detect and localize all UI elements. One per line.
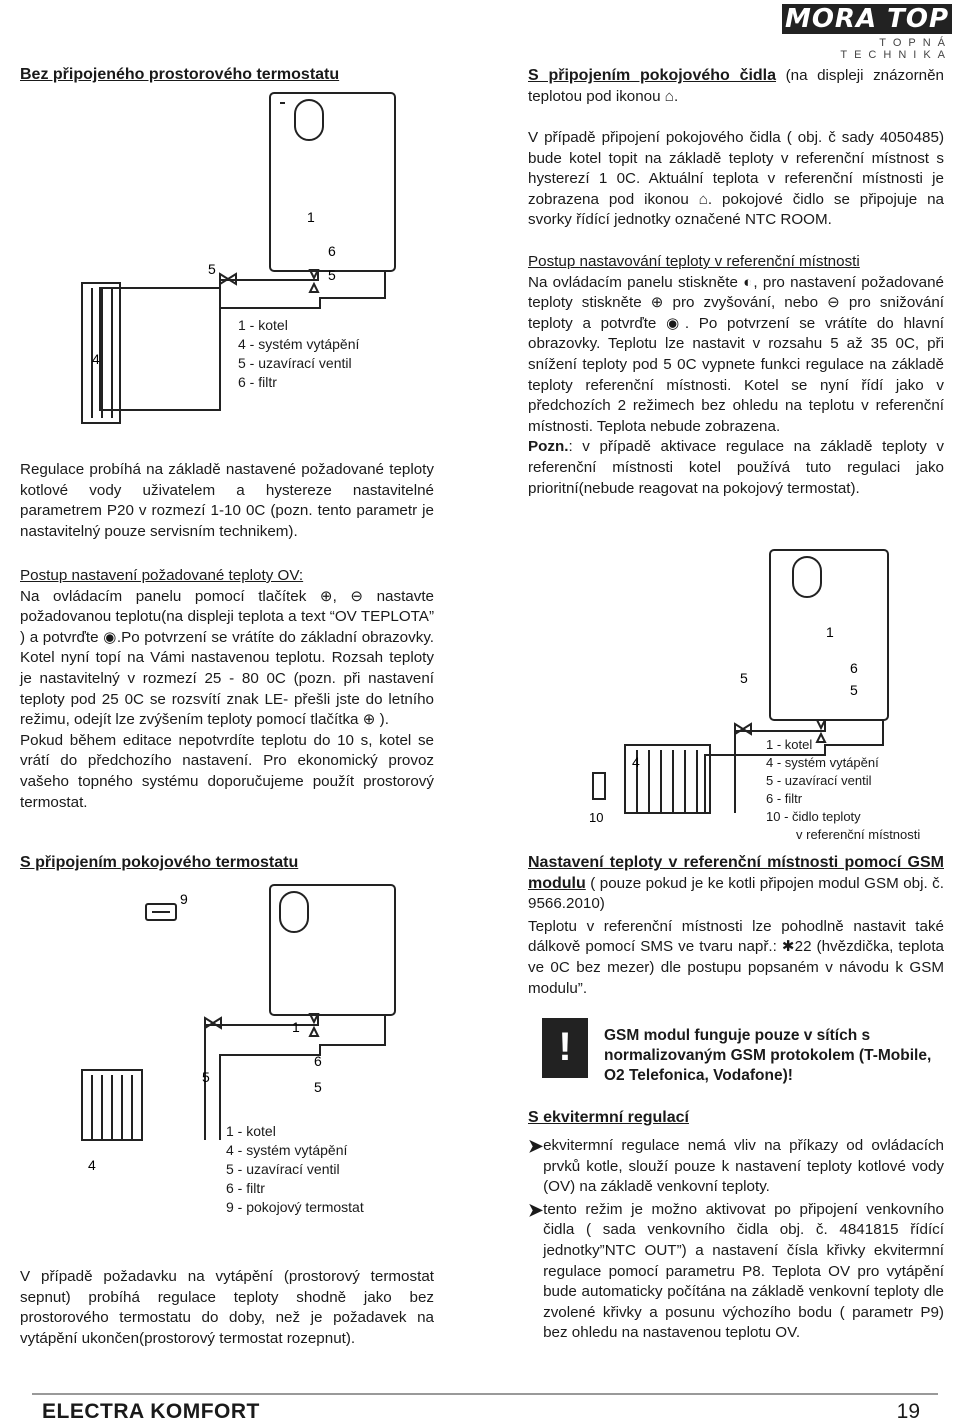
legend-item: 6 - filtr	[238, 374, 277, 390]
diagram2-label-6: 6	[314, 1053, 322, 1069]
legend-item: 5 - uzavírací ventil	[238, 355, 352, 371]
arrow-icon: ➤	[528, 1136, 544, 1156]
arrow-icon: ➤	[528, 1199, 544, 1220]
note-label: Pozn.	[528, 438, 569, 456]
section-heading-room-sensor: S připojením pokojového čidla	[528, 67, 777, 84]
heading-room-sensor-rest: (na displeji znázorněn teplotou pod ikonou ⌂.	[528, 67, 944, 105]
section-gsm	[528, 853, 944, 999]
section-room-sensor-heading	[528, 66, 944, 107]
diagram3-legend	[766, 736, 920, 844]
equitherm-bullets	[528, 1136, 944, 1344]
logo-wordmark: MORA TOP	[782, 4, 952, 34]
legend-item: v referenční místnosti	[796, 827, 921, 842]
legend-item: 5 - uzavírací ventil	[766, 773, 872, 788]
note-body: : v případě aktivace regulace na základě teploty v referenční místnosti kotel používá tuto regulaci jako prioritní(nebude reagovat na pokojový termostat).	[528, 438, 944, 497]
diagram3-label-10: 10	[589, 810, 604, 825]
heading-gsm-rest: ( pouze pokud je ke kotli připojen modul GSM obj. č. 9566.2010)	[528, 874, 944, 913]
diagram1-label-1: 1	[307, 209, 315, 225]
diagram1-legend	[238, 316, 359, 392]
legend-item: 1 - kotel	[766, 737, 813, 752]
diagram1-label-5b: 5	[328, 267, 336, 283]
section-heading-room-thermostat: S připojením pokojového termostatu	[20, 854, 299, 871]
diagram1-label-4: 4	[92, 351, 100, 367]
diagram2-label-1: 1	[292, 1019, 300, 1035]
procedure-ov-body: Na ovládacím panelu pomocí tlačítek ⊕, ⊖ nastavte požadovanou teplotu(na displeji teplota a text “OV TEPLOTA” ) a potvrďte ◉.Po potvrzení se vrátíte do základní obrazovky. Kotel nyní topí na Vámi nastavenou teplotu. Rozsah teploty je nastavitelný v rozmezí 25 - 80 0C (pozn. při nastavení teploty pod 25 0C se rozsvítí znak LE- přešli jste do letního režimu, odejít lze zvýšením teploty pomocí tlačítka ⊕ ).	[20, 587, 434, 729]
procedure-room-body: Na ovládacím panelu stiskněte ◐, pro nastavení požadované teploty stiskněte ⊕ pro zvyšování, nebo ⊖ pro snižování teploty a potvrďte ◉. Po potvrzení se vrátíte do hlavní obrazovky. Teplotu lze nastavit v rozsahu 5 až 35 0C, při snížení teploty pod 5 0C vypnete funkci regulace na základě teploty referenční místnosti. Kotel se nyní řídí jako v předchozích 2 režimech bez ohledu na teplotu v referenční místnosti. Teplota nebude zobrazena.	[528, 273, 944, 435]
section-heading-no-thermostat: Bez připojeného prostorového termostatu	[20, 66, 340, 83]
diagram-no-thermostat	[70, 88, 460, 448]
footer-divider	[32, 1393, 938, 1395]
diagram2-label-5b: 5	[314, 1079, 322, 1095]
list-item	[528, 1200, 944, 1344]
paragraph-gsm: Teplotu v referenční místnosti lze pohodlně nastavit také dálkově pomocí SMS ve tvaru např.: ✱22 (hvězdička, teplota ve 0C bez mezer) dle postupu popsaném v návodu k GSM modulu”.	[528, 917, 944, 997]
paragraph-thermostat: V případě požadavku na vytápění (prostorový termostat sepnut) probíhá regulace teploty shodně jako bez prostorového termostatu do doby, než je požadavek na vytápění ukončen(prostorový termostat rozepnut).	[20, 1268, 434, 1347]
bullet-text: ekvitermní regulace nemá vliv na příkazy od ovládacích prvků kotle, slouží pouze k nastavení teploty kotlové vody (OV) na základě venkovní teploty.	[543, 1137, 944, 1196]
diagram3-label-4: 4	[632, 754, 640, 770]
paragraph-regulation: Regulace probíhá na základě nastavené požadované teploty kotlové vody uživatelem a hystereze nastavitelné parametrem P20 v rozmezí 1-10 0C (pozn. tento parametr je nastavitelný pouze servisním technikem).	[20, 461, 434, 540]
legend-item: 10 - čidlo teploty	[766, 809, 861, 824]
diagram2-label-9: 9	[180, 891, 188, 907]
gsm-warning: GSM modul funguje pouze v sítích s normalizovaným GSM protokolem (T-Mobile, O2 Telefonica, Vodafone)!	[604, 1027, 932, 1084]
procedure-room	[528, 252, 944, 499]
logo-tagline: TOPNÁ TECHNIKA	[840, 37, 952, 61]
legend-item: 4 - systém vytápění	[226, 1142, 348, 1158]
diagram1-label-6: 6	[328, 243, 336, 259]
procedure-ov-title: Postup nastavení požadované teploty OV:	[20, 567, 304, 584]
legend-item: 1 - kotel	[226, 1123, 276, 1139]
diagram1-label-5a: 5	[208, 261, 216, 277]
diagram2-legend	[226, 1122, 364, 1217]
diagram2-label-5a: 5	[202, 1069, 210, 1085]
diagram3-label-1: 1	[826, 624, 834, 640]
legend-item: 6 - filtr	[226, 1180, 265, 1196]
legend-item: 5 - uzavírací ventil	[226, 1161, 340, 1177]
page-number: 19	[896, 1400, 920, 1423]
bullet-text: tento režim je možno aktivovat po připojení venkovního čidla ( sada venkovního čidla obj. č. 4841815 řídící jednotky”NTC OUT”) a nastavení čísla křivky ekvitermní regulace pomocí parametru P8. Teplota OV pro vytápění bude automaticky počítána na základě venkovní teploty dle zvolené křivky a posunu výchozího bodu ( parametr P9) bez ohledu na nastavenou teplotu OV.	[543, 1200, 944, 1342]
diagram3-label-5a: 5	[740, 670, 748, 686]
diagram3-label-6: 6	[850, 660, 858, 676]
footer-product: ELECTRA KOMFORT	[42, 1400, 260, 1423]
section-heading-equitherm: S ekvitermní regulací	[528, 1109, 689, 1126]
warning-icon: !	[542, 1018, 588, 1078]
legend-item: 4 - systém vytápění	[766, 755, 879, 770]
procedure-ov-note: Pokud během editace nepotvrdíte teplotu do 10 s, kotel se vrátí do předchozího nastavení. Pro ekonomický provoz vašeho topného systému doporučujeme použít prostorový termostat.	[20, 731, 434, 811]
paragraph-room-sensor: V případě připojení pokojového čidla ( obj. č sady 4050485) bude kotel topit na základě teploty v referenční místnost s hysterezí 1 0C. Aktuální teplota v referenční místnosti je zobrazena pod ikonou ⌂. pokojové čidlo se připojuje na svorky řídící jednotky označené NTC ROOM.	[528, 129, 944, 229]
legend-item: 4 - systém vytápění	[238, 336, 360, 352]
legend-item: 1 - kotel	[238, 317, 288, 333]
list-item	[528, 1136, 944, 1198]
procedure-ov	[20, 566, 434, 813]
brand-logo	[782, 4, 952, 61]
legend-item: 6 - filtr	[766, 791, 803, 806]
section-heading-gsm: Nastavení teploty v referenční místnosti pomocí GSM modulu	[528, 854, 944, 892]
procedure-room-title: Postup nastavování teploty v referenční místnosti	[528, 253, 860, 270]
diagram2-label-4: 4	[88, 1157, 96, 1173]
legend-item: 9 - pokojový termostat	[226, 1199, 364, 1215]
diagram3-label-5b: 5	[850, 682, 858, 698]
procedure-room-note	[528, 437, 944, 499]
